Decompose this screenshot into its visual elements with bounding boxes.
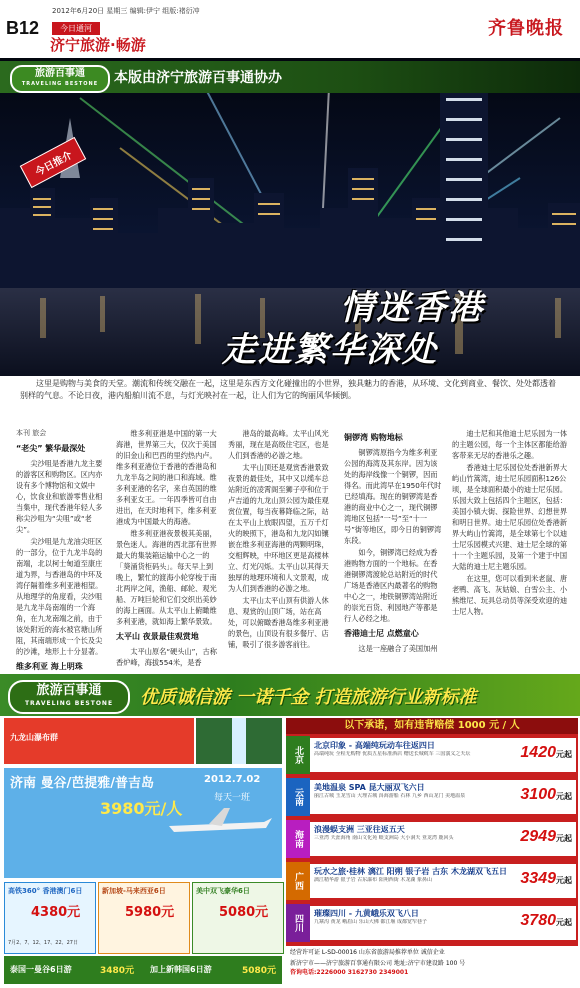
company-line: 新济宁市——济宁旅游百事通有限公司 地址:济宁市建设路 100 号 — [290, 960, 466, 967]
paragraph: 太平山顶还是观赏香港景致夜景的最佳处，其中又以缆车总站附近的凌霄阁至狮子亭和位于卢吉道的九龙山顶公园为最佳观赏位置，每当夜幕降临之际，站在太平山上放眼四望，五万千灯火的映照下，港岛和九龙闪如镶嵌在维多利亚海港的两颗明珠，交相辉映，中环地区更是高楼林立、灯光闪烁。太平山以其得天独厚的地理环境和人文景观，成为人们到香港的必游之地。 — [228, 463, 329, 593]
hk-tour-box — [4, 882, 96, 954]
paragraph: 香港迪士尼乐园位处香港新界大屿山竹篙湾，迪士尼乐园面积126公顷，是全球面积最小的迪士尼乐园。乐园大致上包括四个主题区，包括：美国小镇大街、探险世界、幻想世界和明日世界。迪士尼乐园位处香港新界大屿山竹篙湾，是全球第七个以迪士尼乐园模式兴建、迪士尼全球的第十一个主题乐园，及第一个建于中国大陆的迪士尼主题乐园。 — [452, 463, 568, 571]
cohost-banner — [0, 61, 580, 93]
tour-name: 美地温泉 SPA 昆大丽双飞六日 — [314, 783, 425, 792]
tour-price-unit: 元起 — [556, 918, 572, 927]
river-label: 九龙山瀑布群 — [10, 733, 58, 742]
tour-price-unit: 元起 — [556, 834, 572, 843]
tour-info — [310, 780, 576, 814]
promo-price: 3980元/人 — [100, 799, 183, 818]
article-column-3 — [228, 428, 334, 651]
tour-price — [520, 786, 572, 804]
tour-price-value: 3780 — [520, 912, 556, 929]
phone-line: 咨询电话:2226000 3162730 2349001 — [290, 969, 409, 976]
waterfall-photo-icon — [196, 718, 282, 764]
tour-info — [310, 906, 576, 940]
hk-tour-price: 4380元 — [31, 905, 81, 920]
paragraph: 在这里，您可以看到米老鼠、唐老鸭、高飞、灰姑娘、白雪公主、小熊维尼、玩具总动员等深受欢迎的迪士尼人物。 — [452, 574, 568, 616]
tour-region: 海南 — [286, 820, 310, 858]
paragraph: 港岛的最高峰。太平山风光秀丽，现在是高级住宅区，也是人们到香港的必游之地。 — [228, 429, 329, 460]
promo-note: 每天一班 — [214, 793, 251, 803]
tour-price — [520, 870, 572, 888]
tour-name: 璀璨四川 - 九黄峨乐双飞八日 — [314, 909, 419, 918]
travel-advertisement — [0, 674, 580, 988]
section-title: 济宁旅游·畅游 — [50, 36, 146, 54]
cohost-text: 本版由济宁旅游百事通协办 — [114, 70, 282, 86]
headline-line-1: 情迷香港 — [340, 288, 484, 328]
license-line: 经营许可证 L-SD-00016 山东省旅游局推荐单位 诚信企业 — [290, 949, 445, 956]
ad-banner — [0, 674, 580, 716]
article-column-1 — [16, 428, 108, 676]
tour-name: 玩水之旅·桂林 漓江 阳朔 银子岩 古东 木龙湖双飞五日 — [314, 867, 507, 876]
tour-price-unit: 元起 — [556, 792, 572, 801]
lead-paragraph: 这里是购物与美食的天堂。潮流和传统交融在一起，这里是东西方文化碰撞出的小世界，独具魅力的香港，从环境、文化到商业、餐饮、处处都透着别样的气息。不论日夜，港内船舶川流不息，与灯光映衬在一起，让人们为它的绚丽风华倾倒。 — [20, 379, 556, 400]
page-header — [0, 0, 580, 58]
article-column-4 — [344, 428, 444, 655]
brand-logo: 旅游百事通 TRAVELING BESTONE — [10, 65, 110, 93]
ad-bottom-strip — [4, 956, 282, 984]
article-column-5 — [452, 428, 570, 618]
paragraph: 太平山太平山顶有供游人休息、观赏的山顶广场，站在高处，可以俯瞰香港岛维多利亚港的景色，山顶设有很多餐厅、店铺，吸引了很多游客前往。 — [228, 596, 329, 649]
promo-title: 济南 曼谷/芭提雅/普吉岛 — [10, 776, 155, 791]
tour-price-value: 1420 — [520, 744, 556, 761]
subheading: 维多利亚 海上明珠 — [16, 662, 83, 671]
paragraph: 尖沙咀是香港九龙主要的游客区和购物区。区内亦设有多个博物馆和文娱中心，饮食业和旅游零售业相当集中，现代香港年轻人多称尖沙咀为“尖咀”或“老尖”。 — [16, 459, 103, 534]
sg-tour-price: 5980元 — [125, 905, 175, 920]
tour-description: 漓江精华游 银子岩 古东瀑布 阳朔西街 木龙湖 象鼻山 — [314, 877, 432, 883]
tour-price — [520, 744, 572, 762]
subheading: 香港迪士尼 点燃童心 — [344, 629, 419, 638]
tour-description: 九寨沟 黄龙 峨眉山 乐山大佛 都江堰 成都宽窄巷子 — [314, 919, 427, 925]
tour-price — [520, 912, 572, 930]
tour-price-unit: 元起 — [556, 876, 572, 885]
scenic-photo — [196, 718, 282, 764]
dateline: 2012年6月20日 星期三 编辑:伊宁 组版:褚衍冲 — [52, 7, 200, 15]
tour-description: 丽江古城 玉龙雪山 大理古城 洱海游船 石林 九乡 西山龙门 美地温泉 — [314, 793, 466, 799]
tour-info — [310, 738, 576, 772]
us-tour-box — [192, 882, 284, 954]
ad-logo: 旅游百事通 TRAVELING BESTONE — [8, 680, 130, 714]
article-column-2 — [116, 428, 220, 669]
tour-row — [286, 862, 578, 900]
bottom-tour-a: 泰国一曼谷6日游 — [10, 965, 72, 974]
river-promo — [4, 718, 194, 764]
tour-info — [310, 822, 576, 856]
sg-tour-box — [98, 882, 190, 954]
bottom-tour-a-price: 3480元 — [100, 966, 135, 976]
ad-left-panel — [4, 718, 282, 986]
us-tour-title: 美中双飞豪华6日 — [196, 887, 250, 895]
tour-description: 高端纯玩 全程无购物 优质五星标准酒店 赠送长城缆车 三国演义之天坛 — [314, 751, 471, 757]
page-number: B12 — [6, 18, 40, 38]
headline-line-2: 走进繁华深处 — [222, 330, 438, 370]
tour-name: 北京印象 - 高端纯玩动车往返四日 — [314, 741, 435, 750]
paragraph: 维多利亚港夜景极其美丽，景色迷人。海港的西北部有世界最大的集装箱运输中心之一的「葵涌货柜码头」。每天早上到晚上，繁忙的渡海小轮穿梭于南北两岸之间，渔船、邮轮、观光船、万吨巨轮和它们交织出美妙的海上画面。从太平山上俯瞰维多利亚港，就如海上繁华景致。 — [116, 529, 217, 626]
tour-row — [286, 778, 578, 816]
subheading: 铜锣湾 购物地标 — [344, 433, 403, 442]
tour-region: 广西 — [286, 862, 310, 900]
tour-row — [286, 904, 578, 942]
tour-region: 云南 — [286, 778, 310, 816]
tour-price-value: 3100 — [520, 786, 556, 803]
tour-price — [520, 828, 572, 846]
bottom-tour-b: 加上新韩国6日游 — [150, 965, 212, 974]
tour-price-value: 2949 — [520, 828, 556, 845]
tour-info — [310, 864, 576, 898]
hk-tour-title: 高铁360° 香港澳门6日 — [8, 887, 83, 895]
promo-date: 2012.7.02 — [204, 774, 261, 785]
bottom-tour-b-price: 5080元 — [242, 966, 277, 976]
hero-photo — [0, 58, 580, 376]
guarantee-header: 以下承诺，如有违背赔偿 1000 元 / 人 — [286, 718, 578, 734]
thailand-promo — [4, 768, 282, 878]
tour-price-value: 3349 — [520, 870, 556, 887]
recommend-tag: 今日推介 — [20, 137, 86, 188]
tour-row — [286, 820, 578, 858]
tour-description: 三亚湾 天涯海角 南山文化苑 蜈支洲岛 大小洞天 亚龙湾 鹿回头 — [314, 835, 454, 841]
subheading: “老尖” 繁华最深处 — [16, 444, 86, 453]
paragraph: 如今，铜锣湾已经成为香港购物方面的一个地标。在香港铜锣湾渡轮总站附近的时代广场是香港区内最著名的购物中心之一，地铁铜锣湾站附近的崇光百货、利园地产等都是行人必经之地。 — [344, 548, 438, 623]
tour-region: 四川 — [286, 904, 310, 942]
paragraph: 维多利亚港是中国的第一大海港，世界第三大，仅次于美国的旧金山和巴西的里约热内卢。维多利亚港位于香港的香港岛和九龙半岛之间的港口和海域。维多利亚港的名字，来自英国的维多利亚女王。一年四季皆可自由进出，在天时地利下，维多利亚港成为中国最大的海港。 — [116, 429, 217, 526]
paragraph: 铜锣湾原指今为维多利亚公园的海湾及其东岸。因为该处的海岸线像一个铜锣，因而得名。而此湾早在1950年代时已经填海。现在的铜锣湾是香港的商业中心之一，现代铜锣湾地区包括“一号”至“十一号”街等地区，即今日的铜锣湾东段。 — [344, 448, 442, 545]
ad-right-panel — [286, 718, 578, 986]
paragraph: 迪士尼和其他迪士尼乐园为一体的主题公园，每一个主体区都能给游客带来无尽的香港乐之趣。 — [452, 429, 568, 460]
rubric-badge: 今日通河 — [52, 22, 100, 35]
tour-name: 浪漫蜈支洲 三亚往返五天 — [314, 825, 405, 834]
tour-price-unit: 元起 — [556, 750, 572, 759]
paragraph: 尖沙咀是九龙油尖旺区的一部分，位于九龙半岛的南端，北以柯士甸道至康庄道为界，与香港岛的中环及湾仔隔着维多利亚港相望。从地理学的角度看，尖沙咀是九龙半岛南端的一个海角，在九龙南端之前，由于该处附近的海水被官塘山所阻，其南端形成一个长及尖的沙滩，地形上十分显著。 — [16, 537, 103, 656]
paragraph: 这是一座融合了美国加州 — [358, 644, 438, 653]
hk-tour-dates: 7月2、7、12、17、22、27日 — [8, 940, 78, 946]
tour-row — [286, 736, 578, 774]
ad-slogan: 优质诚信游 一诺千金 打造旅游行业新标准 — [140, 687, 477, 708]
masthead-logo: 齐鲁晚报 — [488, 18, 564, 39]
tour-region: 北京 — [286, 736, 310, 774]
byline: 本刊 旅会 — [16, 429, 47, 437]
subheading: 太平山 夜景最佳观赏地 — [116, 632, 199, 641]
paragraph: 太平山原名“硬头山”，古称香炉峰，海拔554米，是香 — [116, 647, 217, 667]
us-tour-price: 5080元 — [219, 905, 269, 920]
sg-tour-title: 新加坡-马来西亚6日 — [102, 887, 166, 895]
contact-block — [286, 946, 578, 986]
